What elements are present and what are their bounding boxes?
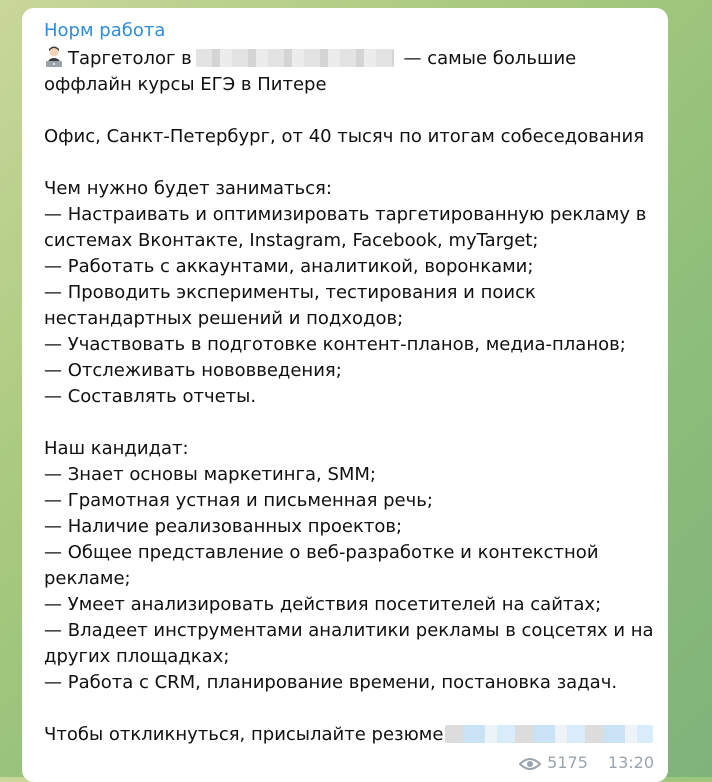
- intro-text-start: Таргетолог в: [68, 48, 192, 69]
- candidate-line: — Знает основы маркетинга, SMM;: [44, 464, 376, 485]
- candidate-list: [44, 462, 654, 696]
- redacted-blur: [445, 725, 653, 743]
- candidate-title: Наш кандидат:: [44, 438, 189, 459]
- candidate-line: — Умеет анализировать действия посетителей на сайтах;: [44, 594, 602, 615]
- message-bubble[interactable]: [22, 8, 668, 782]
- intro-line-2: оффлайн курсы ЕГЭ в Питере: [44, 74, 327, 95]
- location-line: Офис, Санкт-Петербург, от 40 тысяч по итогам собеседования: [44, 126, 645, 147]
- candidate-line: — Работа с CRM, планирование времени, постановка задач.: [44, 672, 618, 693]
- intro-text-end: — самые большие: [397, 48, 577, 69]
- duty-line: системах Вконтакте, Instagram, Facebook, myTarget;: [44, 230, 539, 251]
- apply-text: Чтобы откликнуться, присылайте резюме: [44, 724, 444, 745]
- candidate-line: — Владеет инструментами аналитики рекламы в соцсетях и на: [44, 620, 654, 641]
- candidate-line: — Грамотная устная и письменная речь;: [44, 490, 433, 511]
- person-laptop-icon: [44, 46, 64, 68]
- duty-line: — Составлять отчеты.: [44, 386, 257, 407]
- candidate-line: других площадках;: [44, 646, 230, 667]
- views-count: 5175: [547, 753, 588, 772]
- candidate-line: рекламе;: [44, 568, 131, 589]
- redacted-blur: [196, 49, 394, 67]
- apply-line: [44, 722, 650, 748]
- duties-title: Чем нужно будет заниматься:: [44, 178, 332, 199]
- candidate-line: — Наличие реализованных проектов;: [44, 516, 403, 537]
- message-time: 13:20: [607, 753, 654, 772]
- duty-line: — Работать с аккаунтами, аналитикой, воронками;: [44, 256, 534, 277]
- duty-line: — Проводить эксперименты, тестирования и поиск: [44, 282, 536, 303]
- candidate-line: — Общее представление о веб-разработке и контекстной: [44, 542, 599, 563]
- duty-line: — Настраивать и оптимизировать таргетированную рекламу в: [44, 204, 647, 225]
- message-meta: [519, 753, 654, 772]
- duties-list: [44, 202, 650, 410]
- eye-icon: [519, 756, 541, 770]
- intro-line: [44, 46, 650, 72]
- channel-name[interactable]: Норм работа: [44, 20, 166, 41]
- duty-line: нестандартных решений и подходов;: [44, 308, 404, 329]
- duty-line: — Отслеживать нововведения;: [44, 360, 342, 381]
- duty-line: — Участвовать в подготовке контент-планов, медиа-планов;: [44, 334, 626, 355]
